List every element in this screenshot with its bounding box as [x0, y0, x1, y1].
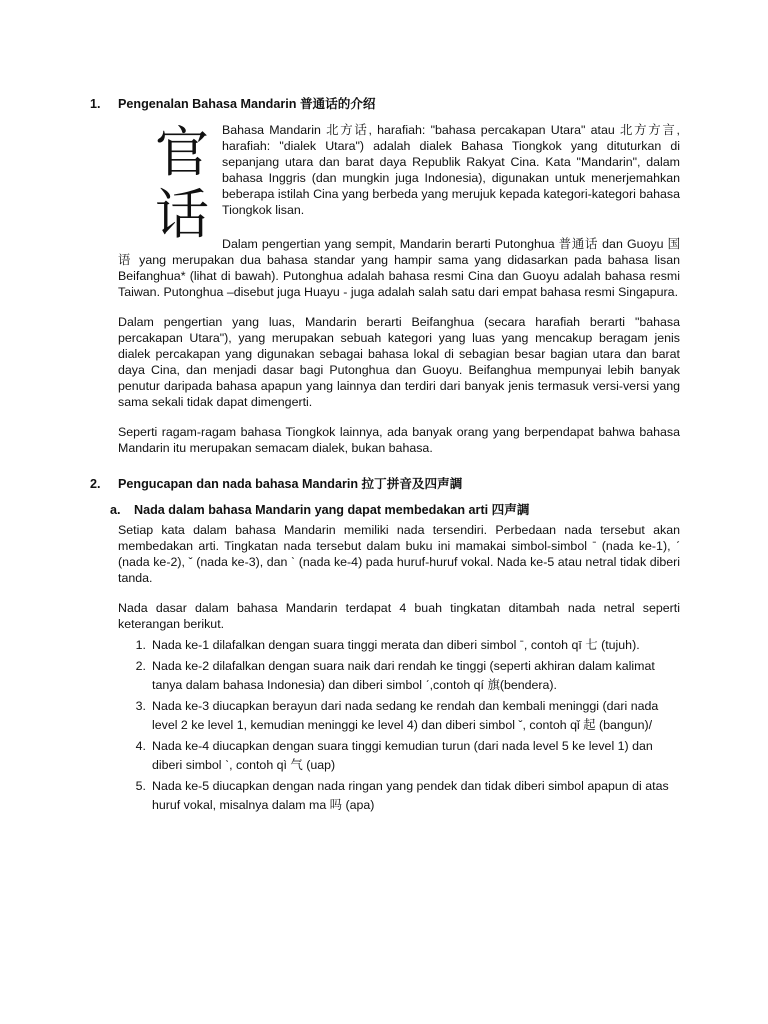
intro-block [118, 122, 680, 300]
list-text: Nada ke-2 dilafalkan dengan suara naik dari rendah ke tinggi (seperti akhiran dalam kalimat tanya dalam bahasa Indonesia) dan diberi simbol ˊ,contoh qí 旗(bendera). [152, 659, 655, 692]
list-text: Nada ke-3 diucapkan berayun dari nada sedang ke rendah dan kembali meninggi (dari nada level 2 ke level 1, kemudian meninggi ke level 4) dan diberi simbol ˇ, contoh qǐ 起 (bangun)/ [152, 699, 659, 732]
calligraphy-image [148, 122, 216, 260]
paragraph: Bahasa Mandarin 北方话, harafiah: "bahasa percakapan Utara" atau 北方方言, harafiah: "dialek Utara") adalah dialek Bahasa Tiongkok yang dituturkan di sepanjang utara dan barat daya Republik Rakyat Cina. Kata "Mandarin", dalam bahasa Inggris (dan mungkin juga Indonesia), digunakan untuk menerjemahkan beberapa istilah Cina yang berbeda yang merujuk kepada kategori-kategori bahasa Tiongkok lisan. [222, 123, 680, 217]
section-2-heading [90, 476, 680, 492]
list-item [118, 737, 680, 775]
list-item [118, 777, 680, 815]
section-number: 2. [90, 477, 101, 491]
section-2-body [118, 522, 680, 815]
paragraph: Nada dasar dalam bahasa Mandarin terdapat 4 buah tingkatan ditambah nada netral seperti keterangan berikut. [118, 601, 680, 631]
paragraph: Dalam pengertian yang sempit, Mandarin berarti Putonghua 普通话 dan Guoyu 国语 yang merupakan dua bahasa standar yang hampir sama yang didasarkan pada bahasa lisan Beifanghua* (lihat di bawah). Putonghua adalah bahasa resmi Cina dan Guoyu adalah bahasa resmi Taiwan. Putonghua –disebut juga Huayu - juga adalah salah satu dari empat bahasa resmi Singapura. [118, 237, 680, 299]
paragraph: Seperti ragam-ragam bahasa Tiongkok lainnya, ada banyak orang yang berpendapat bahwa bahasa Mandarin itu merupakan semacam dialek, bukan bahasa. [118, 425, 680, 455]
list-text: Nada ke-5 diucapkan dengan nada ringan yang pendek dan tidak diberi simbol apapun di atas huruf vokal, misalnya dalam ma 吗 (apa) [152, 779, 669, 812]
paragraph: Setiap kata dalam bahasa Mandarin memiliki nada tersendiri. Perbedaan nada tersebut akan membedakan arti. Tingkatan nada tersebut dalam buku ini mamakai simbol-simbol ˉ (nada ke-1), ˊ (nada ke-2), ˇ (nada ke-3), dan ˋ (nada ke-4) pada huruf-huruf vokal. Nada ke-5 atau netral tidak diberi tanda. [118, 523, 680, 585]
tone-list [118, 636, 680, 815]
list-number: 1. [135, 638, 146, 652]
list-item [118, 697, 680, 735]
list-number: 5. [135, 779, 146, 793]
list-item [118, 636, 680, 655]
list-number: 4. [135, 739, 146, 753]
document-content [90, 96, 680, 817]
list-item [118, 657, 680, 695]
subsection-title: Nada dalam bahasa Mandarin yang dapat membedakan arti 四声調 [134, 503, 530, 517]
list-number: 3. [135, 699, 146, 713]
paragraph: Dalam pengertian yang luas, Mandarin berarti Beifanghua (secara harafiah berarti "bahasa percakapan Utara"), yang merupakan sebuah kategori yang luas yang mencakup beragam jenis dialek percakapan yang digunakan sebagai bahasa lokal di sebagian besar bagian utara dan barat daya Cina, dan menjadi dasar bagi Putonghua dan Guoyu. Beifanghua mempunyai lebih banyak penutur daripada bahasa apapun yang lainnya dan terdiri dari banyak jenis termasuk versi-versi yang sama sekali tidak dapat dimengerti. [118, 315, 680, 409]
section-1-body [118, 122, 680, 456]
list-text: Nada ke-4 diucapkan dengan suara tinggi kemudian turun (dari nada level 5 ke level 1) dan diberi simbol ˋ, contoh qì 气 (uap) [152, 739, 653, 772]
section-title: Pengucapan dan nada bahasa Mandarin 拉丁拼音及四声調 [118, 477, 463, 491]
list-number: 2. [135, 659, 146, 673]
calligraphy-char: 话 [155, 183, 209, 246]
list-text: Nada ke-1 dilafalkan dengan suara tinggi merata dan diberi simbol ˉ, contoh qī 七 (tujuh). [152, 638, 640, 652]
calligraphy-char: 官 [155, 121, 209, 184]
subsection-heading [90, 502, 680, 518]
section-number: 1. [90, 97, 101, 111]
section-1-heading [90, 96, 680, 112]
subsection-letter: a. [110, 503, 121, 517]
section-title: Pengenalan Bahasa Mandarin 普通话的介绍 [118, 97, 376, 111]
